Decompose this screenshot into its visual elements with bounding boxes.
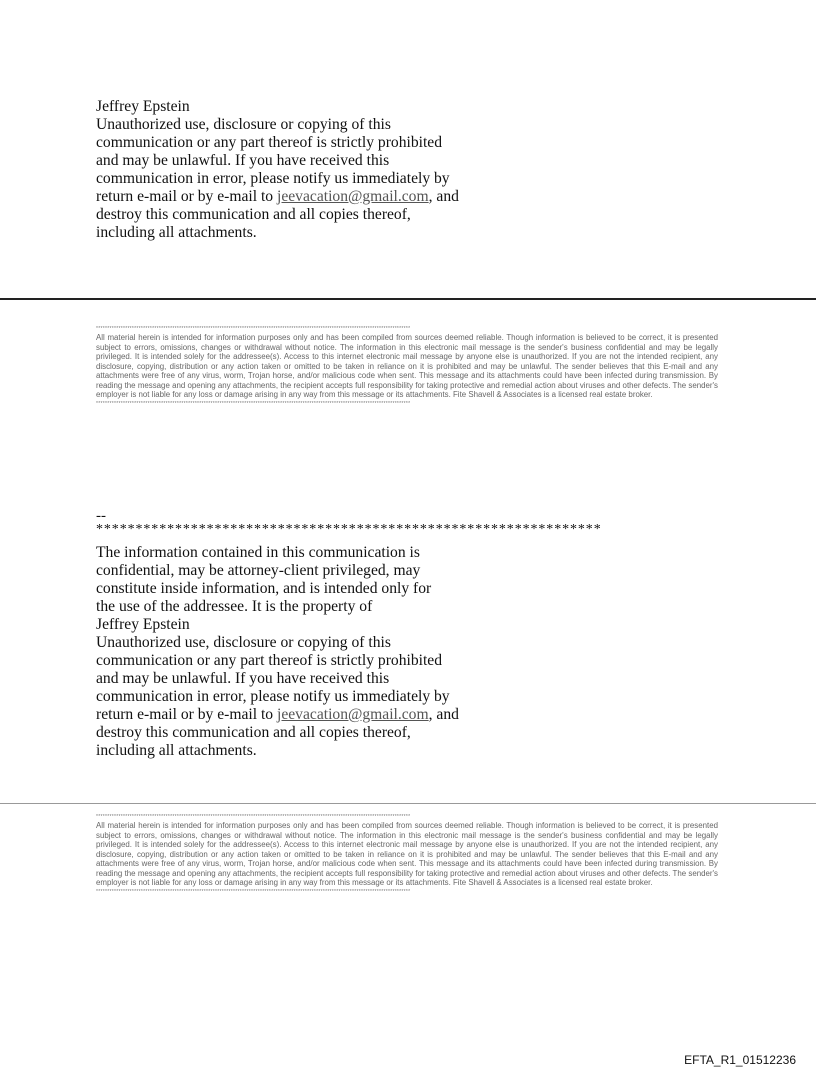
notice-line: the use of the addressee. It is the property of <box>96 598 373 615</box>
disclaimer-stars-top: ******************************************************************************************************************************************** <box>96 326 411 332</box>
notice-line: confidential, may be attorney-client privileged, may <box>96 562 421 579</box>
disclaimer-stars-bottom: ******************************************************************************************************************************************** <box>96 400 411 407</box>
notice-line: Jeffrey Epstein <box>96 98 190 115</box>
notice-line: Jeffrey Epstein <box>96 616 190 633</box>
return-suffix: , and <box>428 188 459 205</box>
notice-line: communication or any part thereof is strictly prohibited <box>96 652 443 669</box>
notice-line: and may be unlawful. If you have received this <box>96 152 390 169</box>
disclaimer-block-2 <box>96 814 718 895</box>
notice-line: Unauthorized use, disclosure or copying of this <box>96 634 391 651</box>
stars-separator: **************************************************************** <box>96 522 602 537</box>
return-prefix: return e-mail or by e-mail to <box>96 706 277 723</box>
notice-line: Unauthorized use, disclosure or copying of this <box>96 116 391 133</box>
document-id: EFTA_R1_01512236 <box>684 1053 796 1067</box>
notice-line: communication in error, please notify us immediately by <box>96 688 450 705</box>
return-prefix: return e-mail or by e-mail to <box>96 188 277 205</box>
return-suffix: , and <box>428 706 459 723</box>
notice-line: destroy this communication and all copies thereof, <box>96 206 411 223</box>
notice-line: including all attachments. <box>96 742 257 759</box>
email-link[interactable]: jeevacation@gmail.com <box>277 188 429 205</box>
disclaimer-stars-bottom: ******************************************************************************************************************************************** <box>96 888 411 895</box>
divider <box>0 298 816 300</box>
notice-return-line <box>96 706 496 724</box>
notice-line: constitute inside information, and is intended only for <box>96 580 432 597</box>
notice-line: and may be unlawful. If you have received this <box>96 670 390 687</box>
disclaimer-stars-top: ******************************************************************************************************************************************** <box>96 814 411 820</box>
notice-line: communication in error, please notify us immediately by <box>96 170 450 187</box>
notice-line: destroy this communication and all copies thereof, <box>96 724 411 741</box>
disclaimer-text: All material herein is intended for information purposes only and has been compiled from sources deemed reliable. Though information is believed to be correct, it is presented subject to errors, omissions, changes or withdrawal without notice. The information in this electronic mail message is the sender's business confidential and may be legally privileged. It is intended solely for the addressee(s). Access to this internet electronic mail message by anyone else is unauthorized. If you are not the intended recipient, any disclosure, copying, distribution or any action taken or omitted to be taken in reliance on it is prohibited and may be unlawful. The sender believes that this E-mail and any attachments were free of any virus, worm, Trojan horse, and/or malicious code when sent. This message and its attachments could have been infected during transmission. By reading the message and opening any attachments, the recipient accepts full responsibility for taking protective and remedial action about viruses and other defects. The sender's employer is not liable for any loss or damage arising in any way from this message or its attachments. Fite Shavell & Associates is a licensed real estate broker. <box>96 821 718 887</box>
notice-return-line <box>96 188 496 206</box>
disclaimer-text: All material herein is intended for information purposes only and has been compiled from sources deemed reliable. Though information is believed to be correct, it is presented subject to errors, omissions, changes or withdrawal without notice. The information in this electronic mail message is the sender's business confidential and may be legally privileged. It is intended solely for the addressee(s). Access to this internet electronic mail message by anyone else is unauthorized. If you are not the intended recipient, any disclosure, copying, distribution or any action taken or omitted to be taken in reliance on it is prohibited and may be unlawful. The sender believes that this E-mail and any attachments were free of any virus, worm, Trojan horse, and/or malicious code when sent. This message and its attachments could have been infected during transmission. By reading the message and opening any attachments, the recipient accepts full responsibility for taking protective and remedial action about viruses and other defects. The sender's employer is not liable for any loss or damage arising in any way from this message or its attachments. Fite Shavell & Associates is a licensed real estate broker. <box>96 333 718 399</box>
notice-line: communication or any part thereof is strictly prohibited <box>96 134 443 151</box>
notice-block-2 <box>96 544 496 760</box>
divider <box>0 803 816 804</box>
notice-line: including all attachments. <box>96 224 257 241</box>
disclaimer-block-1 <box>96 326 718 407</box>
notice-block-1 <box>96 98 496 242</box>
notice-line: The information contained in this communication is <box>96 544 420 561</box>
signature-separator: -- <box>96 508 106 524</box>
email-link[interactable]: jeevacation@gmail.com <box>277 706 429 723</box>
